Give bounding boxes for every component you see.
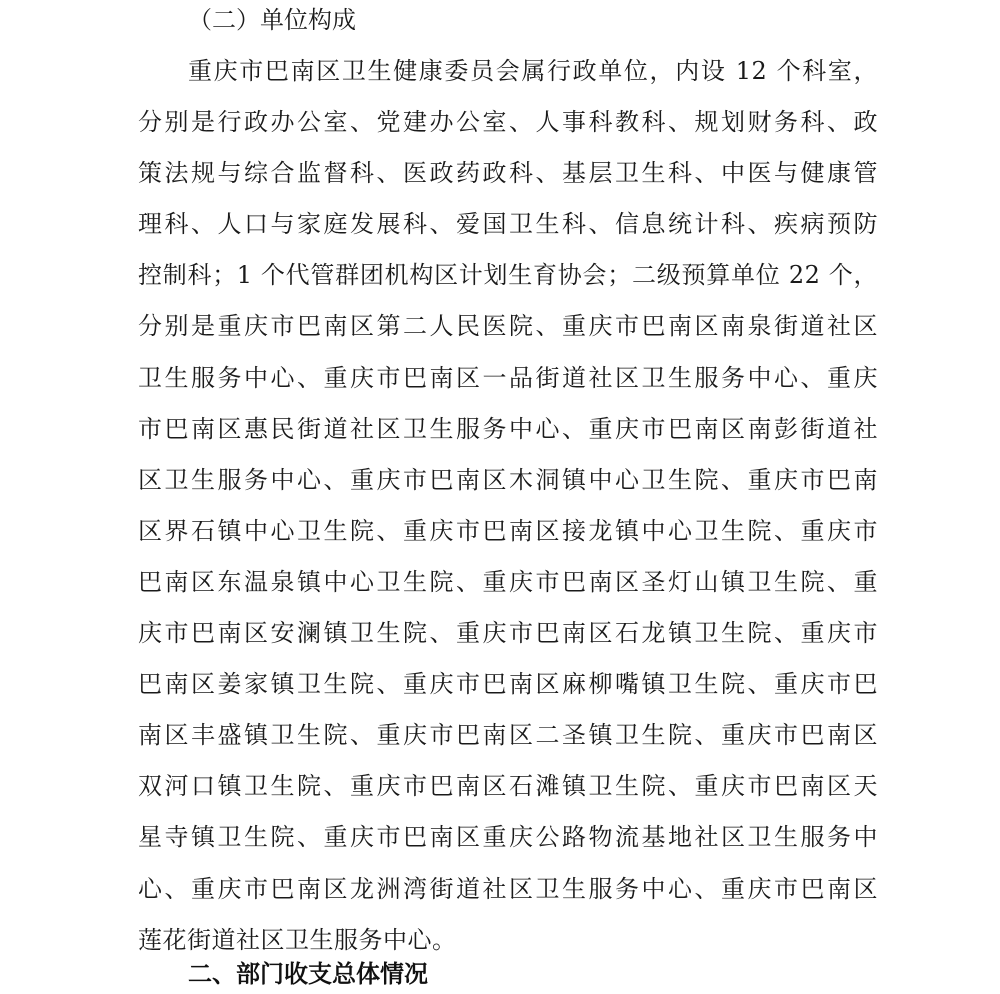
- paragraph-line: 莲花街道社区卫生服务中心。: [138, 925, 457, 954]
- paragraph-line: 庆市巴南区安澜镇卫生院、重庆市巴南区石龙镇卫生院、重庆市: [138, 619, 878, 648]
- unit-composition-paragraph: [138, 46, 878, 966]
- paragraph-line: 南区丰盛镇卫生院、重庆市巴南区二圣镇卫生院、重庆市巴南区: [138, 721, 878, 750]
- paragraph-line: 重庆市巴南区卫生健康委员会属行政单位，内设 12 个科室，: [188, 57, 878, 85]
- paragraph-line: 区界石镇中心卫生院、重庆市巴南区接龙镇中心卫生院、重庆市: [138, 516, 878, 545]
- paragraph-line: 双河口镇卫生院、重庆市巴南区石滩镇卫生院、重庆市巴南区天: [138, 772, 878, 801]
- paragraph-line: 控制科；1 个代管群团机构区计划生育协会；二级预算单位 22 个，: [138, 261, 878, 290]
- paragraph-line: 分别是行政办公室、党建办公室、人事科教科、规划财务科、政: [138, 108, 878, 137]
- paragraph-line: 策法规与综合监督科、医政药政科、基层卫生科、中医与健康管: [138, 159, 878, 188]
- paragraph-line: 卫生服务中心、重庆市巴南区一品街道社区卫生服务中心、重庆: [138, 363, 878, 392]
- subsection-title: （二）单位构成: [188, 6, 356, 34]
- paragraph-line: 市巴南区惠民街道社区卫生服务中心、重庆市巴南区南彭街道社: [138, 414, 878, 443]
- section-title: 二、部门收支总体情况: [188, 960, 428, 988]
- paragraph-line: 理科、人口与家庭发展科、爱国卫生科、信息统计科、疾病预防: [138, 210, 878, 239]
- paragraph-line: 巴南区东温泉镇中心卫生院、重庆市巴南区圣灯山镇卫生院、重: [138, 567, 878, 596]
- paragraph-line: 星寺镇卫生院、重庆市巴南区重庆公路物流基地社区卫生服务中: [138, 823, 878, 852]
- paragraph-line: 心、重庆市巴南区龙洲湾街道社区卫生服务中心、重庆市巴南区: [138, 874, 878, 903]
- paragraph-line: 区卫生服务中心、重庆市巴南区木洞镇中心卫生院、重庆市巴南: [138, 465, 878, 494]
- paragraph-line: 巴南区姜家镇卫生院、重庆市巴南区麻柳嘴镇卫生院、重庆市巴: [138, 670, 878, 699]
- paragraph-line: 分别是重庆市巴南区第二人民医院、重庆市巴南区南泉街道社区: [138, 312, 878, 341]
